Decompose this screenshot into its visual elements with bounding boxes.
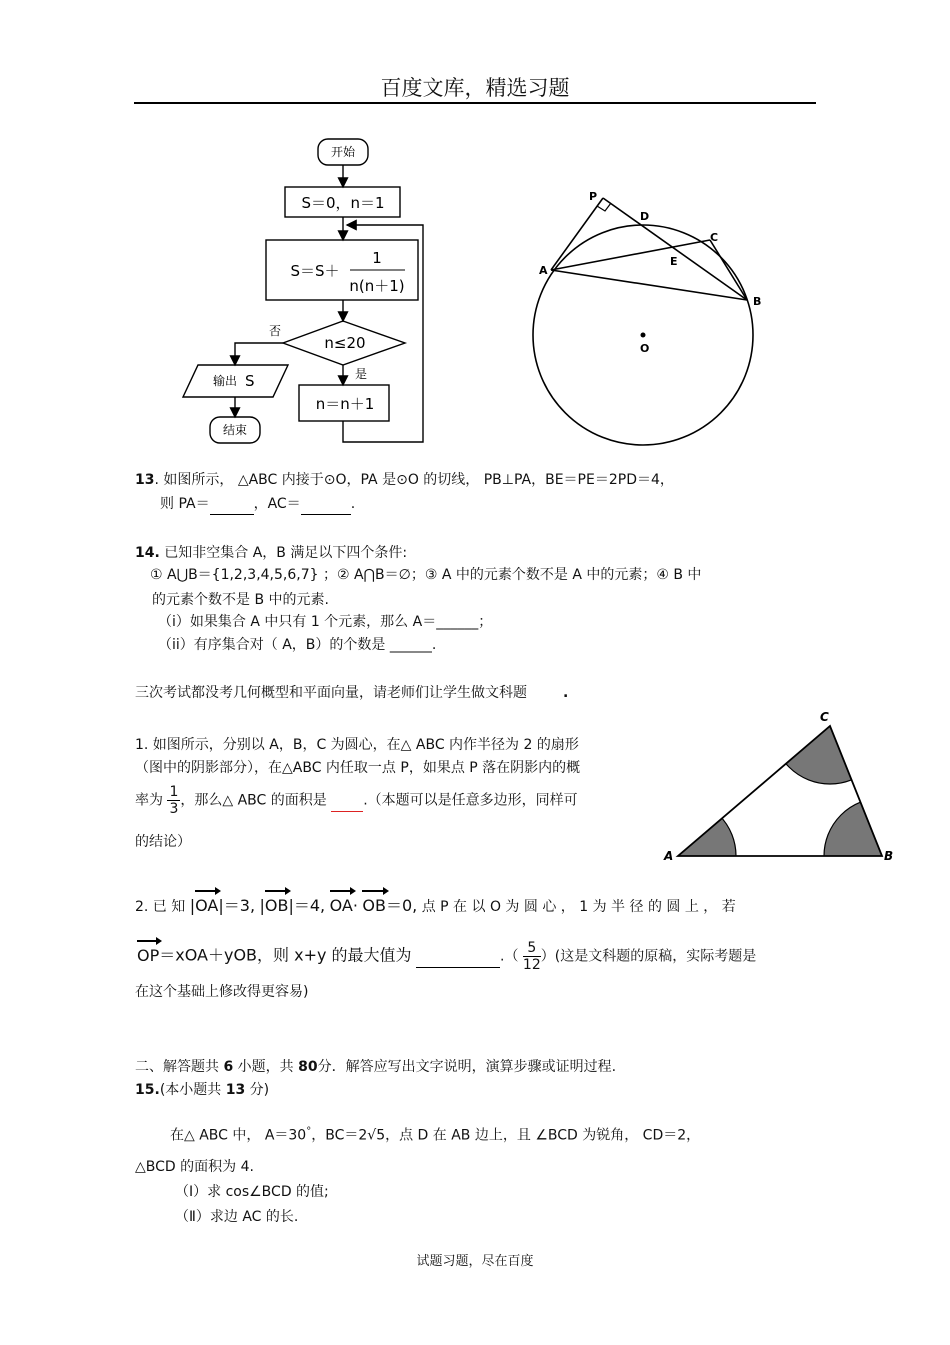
sector-c [772,708,888,784]
p2-oa-eq: ＝3, [223,896,256,915]
teacher-note-dot: . [563,685,569,701]
section2-count: 6 [223,1059,234,1075]
circle-figure [525,185,775,455]
p2-frac-num: 5 [523,940,541,957]
section2-heading [135,1057,616,1077]
p1-note: .（本题可以是任意多边形，同样可 [363,792,578,809]
page-footer: 试题习题，尽在百度 [416,1254,534,1269]
page-header-title: 百度文库，精选习题 [380,76,570,100]
vector-oa: OA [195,896,219,915]
flow-condition-label: n≤20 [324,334,366,352]
teacher-note [135,683,568,703]
flow-step-numerator: 1 [372,249,382,267]
p2-dot-symbol: · [352,896,358,915]
p1-prob-prefix: 率为 [135,792,163,809]
q15-header [135,1080,269,1100]
q15-points-n: 13 [225,1082,246,1098]
vector-oa-dot: OA [329,896,353,915]
vector-ob: OB [264,896,289,915]
section2-points: 80 [298,1059,318,1075]
p2-answer-blank [416,947,500,968]
flow-no-label: 否 [269,324,282,338]
vector-ob-dot: OB [362,896,386,915]
q15-degree: ° [306,1126,312,1137]
q15-number: 15. [135,1082,160,1098]
p2-line2 [137,940,756,973]
q13-pa-blank [210,494,254,515]
flow-init-label: S＝0，n＝1 [301,194,385,212]
p1-answer-blank [331,791,363,812]
label-a: A [539,264,548,277]
segment-ab [551,270,747,300]
q15-line2: △BCD 的面积为 4. [135,1159,254,1175]
q15-points-b: 分) [249,1082,270,1098]
teacher-note-text: 三次考试都没考几何概型和平面向量，请老师们让学生做文科题 [135,685,527,701]
q13-line1 [135,470,674,490]
p1-frac-num: 1 [169,784,179,800]
q13-ac-prompt: ，AC＝ [253,496,301,512]
p2-circle-text: 点 P 在 以 O 为 圆 心 ， 1 为 半 径 的 圆 上 ， 若 [421,899,736,915]
triangle-figure [660,708,900,868]
label-d: D [640,210,650,223]
q13-stem: . 如图所示， △ABC 内接于⊙O，PA 是⊙O 的切线， PB⊥PA，BE＝PE＝2PD＝4， [154,472,674,488]
segment-pa [551,198,603,270]
label-o: O [640,342,650,355]
segment-pb [603,198,747,300]
p2-answer-open: .（ [500,948,519,965]
q15-line1-b: ，BC＝2√5，点 D 在 AB 边上，且 ∠BCD 为锐角， CD＝2， [311,1127,701,1144]
flow-increment-label: n＝n＋1 [315,395,375,413]
p1-area-prompt: ，那么△ ABC 的面积是 [180,792,327,809]
tri-label-b: B [884,849,894,863]
flow-end-label: 结束 [222,423,248,437]
label-p: P [589,190,598,203]
segment-ac [551,240,710,270]
q15-line1 [170,1122,700,1146]
q14-cond1b: 的元素个数不是 B 中的元素. [152,592,329,608]
q15-points-a: (本小题共 [159,1082,222,1098]
q13-number: 13 [135,472,155,488]
flow-start-label: 开始 [330,145,356,159]
q14-part1: （i）如果集合 A 中只有 1 个元素，那么 A＝______； [158,614,493,630]
q14-cond1: ① A⋃B＝{1,2,3,4,5,6,7} ；② A⋂B＝∅；③ A 中的元素个数不是 A 中的元素；④ B 中 [150,567,702,583]
center-dot [641,333,646,338]
q13-ac-blank [301,494,351,515]
flow-step-denominator: n(n＋1) [349,277,405,295]
flow-step-left: S＝S＋ [290,262,340,280]
tri-label-a: A [664,849,674,863]
q14-part2: （ii）有序集合对（ A，B）的个数是 ______. [158,637,437,653]
p1-fraction [167,784,180,817]
flow-output-var: S [245,372,255,390]
p1-line2: （图中的阴影部分），在△ABC 内任取一点 P，如果点 P 落在阴影内的概 [135,760,581,776]
label-e: E [670,255,678,268]
q14-stem: 已知非空集合 A，B 满足以下四个条件: [164,545,408,561]
section2-heading-c: 分．解答应写出文字说明，演算步骤或证明过程. [317,1059,617,1075]
flowchart-figure [175,135,445,450]
q13-line2 [160,494,355,515]
p2-given: 2. 已 知 [135,899,186,915]
flow-output-prefix: 输出 [213,374,238,388]
flow-yes-label: 是 [355,367,368,381]
label-b: B [753,295,762,308]
q15-part1: （Ⅰ）求 cos∠BCD 的值; [175,1184,329,1200]
p2-fraction [523,940,541,973]
label-c: C [710,231,719,244]
p2-note: ）(这是文科题的原稿，实际考题是 [540,948,757,965]
tri-label-c: C [820,710,829,724]
segment-cb [710,240,747,300]
p2-line1: 2. 已 知 |OA|＝3, |OB|＝4, OA· OB＝0, 点 P 在 以 O 为 圆 心 ， 1 为 半 径 的 圆 上 ， 若 [135,896,736,915]
p2-op-expr: ＝xOA＋yOB，则 x+y 的最大值为 [159,945,412,965]
q13-end: . [350,496,356,512]
vector-op: OP [137,945,160,965]
p2-ob-eq: ＝4, [293,896,326,915]
header-divider [134,102,816,104]
q14-stem-line [135,543,407,563]
p2-frac-den: 12 [522,957,541,973]
p1-line4: 的结论） [135,834,191,850]
p1-line1: 1. 如图所示，分别以 A，B，C 为圆心，在△ ABC 内作半径为 2 的扇形 [135,737,579,753]
p1-line3 [135,784,578,817]
section2-heading-b: 小题，共 [237,1059,294,1075]
p2-line3: 在这个基础上修改得更容易) [135,984,309,1000]
section2-heading-a: 二、解答题共 [135,1059,219,1075]
q15-line1-a: 在△ ABC 中， A＝30 [170,1127,307,1144]
p2-dot-eq: ＝0, [385,896,418,915]
q13-pa-prompt: 则 PA＝ [160,496,210,512]
p1-frac-den: 3 [169,801,179,817]
q15-part2: （Ⅱ）求边 AC 的长. [175,1209,299,1225]
q14-number: 14. [135,545,160,561]
